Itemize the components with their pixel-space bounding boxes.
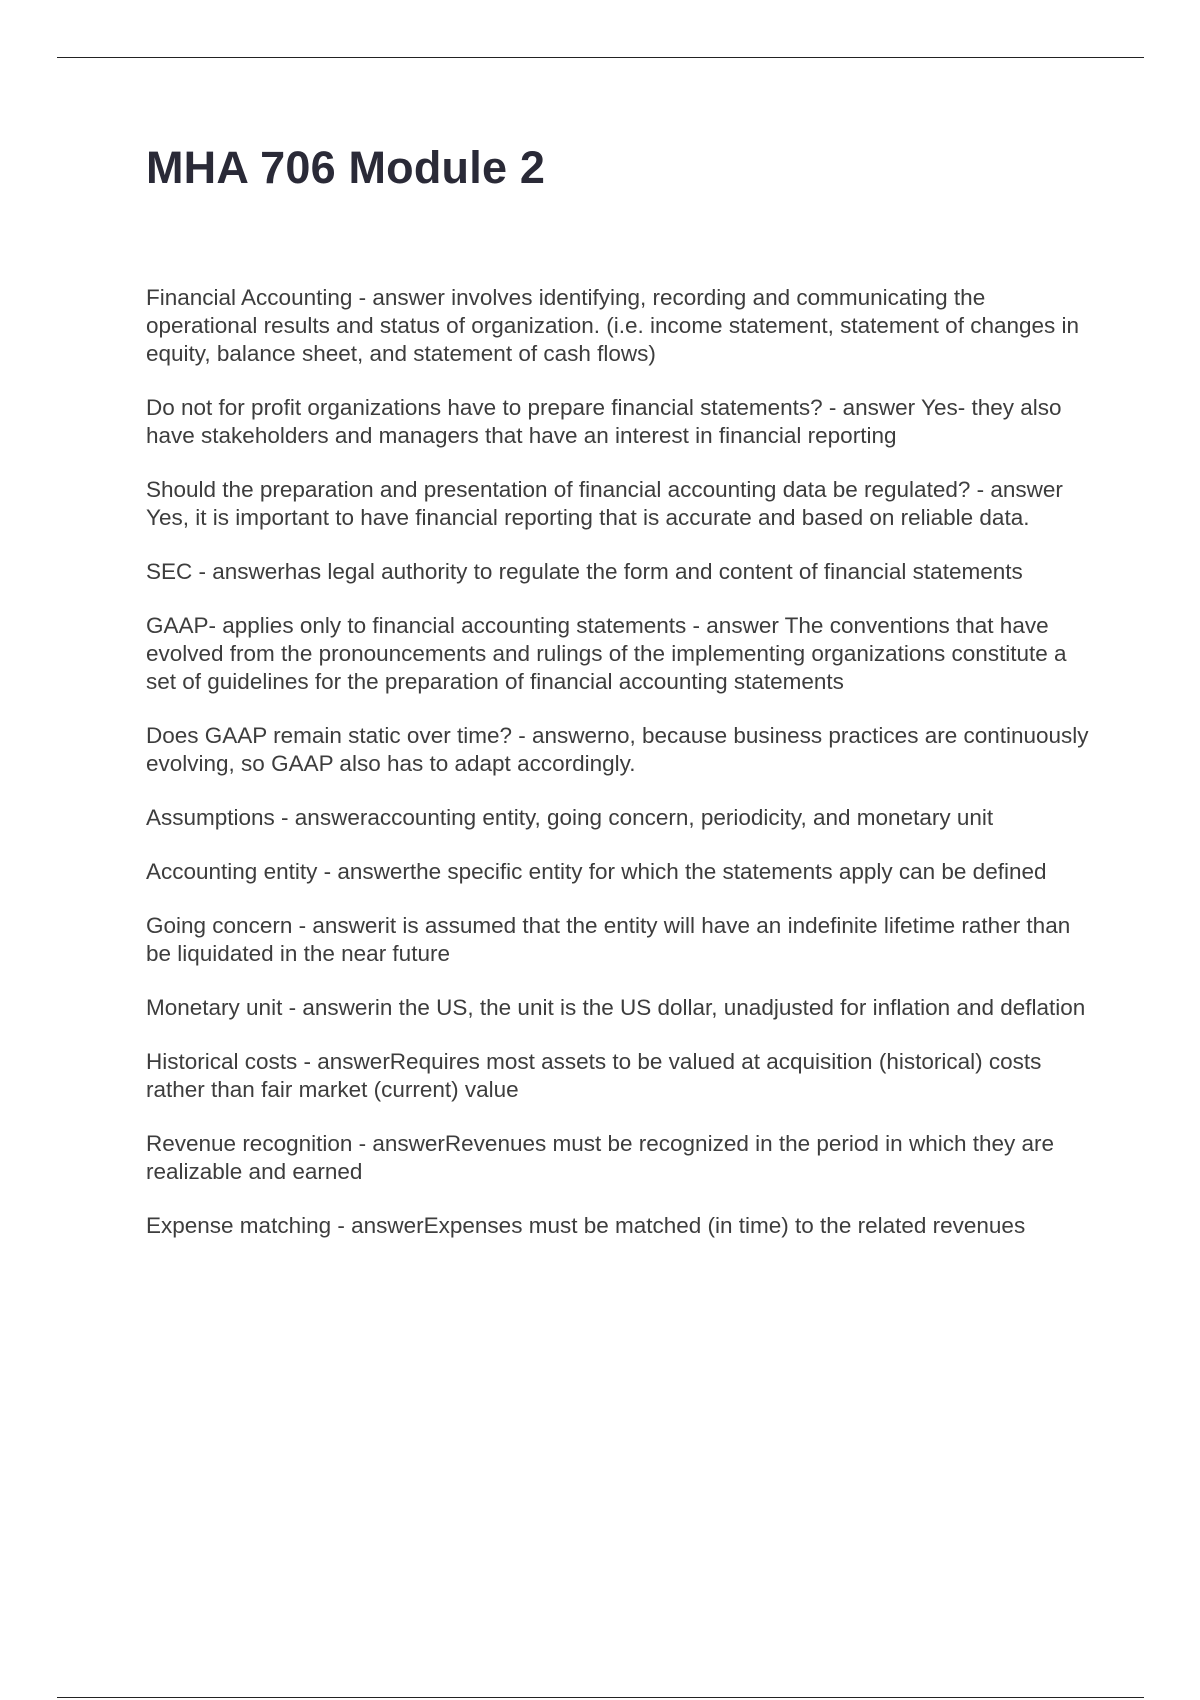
top-divider <box>57 57 1144 58</box>
qa-entry-revenue-recognition: Revenue recognition - answerRevenues must be recognized in the period in which they are realizable and earned <box>146 1131 1055 1184</box>
qa-entry-financial-accounting: Financial Accounting - answer involves identifying, recording and communicating the operational results and status of organization. (i.e. income statement, statement of changes in equity, balance sheet, and statement of cash flows) <box>146 285 1080 366</box>
bottom-divider <box>57 1697 1144 1698</box>
qa-entry-not-for-profit: Do not for profit organizations have to prepare financial statements? - answer Yes- they also have stakeholders and managers that have an interest in financial reporting <box>146 395 1062 448</box>
qa-entry-assumptions: Assumptions - answeraccounting entity, going concern, periodicity, and monetary unit <box>146 805 994 830</box>
qa-entry-historical-costs: Historical costs - answerRequires most assets to be valued at acquisition (historical) costs rather than fair market (current) value <box>146 1049 1042 1102</box>
qa-entry-sec: SEC - answerhas legal authority to regulate the form and content of financial statements <box>146 559 1023 584</box>
qa-entry-regulation: Should the preparation and presentation of financial accounting data be regulated? - answer Yes, it is important to have financial reporting that is accurate and based on reliable data. <box>146 477 1063 530</box>
qa-entry-accounting-entity: Accounting entity - answerthe specific entity for which the statements apply can be defined <box>146 859 1047 884</box>
qa-entry-going-concern: Going concern - answerit is assumed that the entity will have an indefinite lifetime rather than be liquidated in the near future <box>146 913 1071 966</box>
qa-entry-gaap-static: Does GAAP remain static over time? - answerno, because business practices are continuously evolving, so GAAP also has to adapt accordingly. <box>146 723 1089 776</box>
qa-list <box>146 284 1094 1266</box>
qa-entry-gaap: GAAP- applies only to financial accounting statements - answer The conventions that have evolved from the pronouncements and rulings of the implementing organizations constitute a set of guidelines for the preparation of financial accounting statements <box>146 613 1067 694</box>
qa-entry-monetary-unit: Monetary unit - answerin the US, the unit is the US dollar, unadjusted for inflation and deflation <box>146 995 1086 1020</box>
qa-entry-expense-matching: Expense matching - answerExpenses must be matched (in time) to the related revenues <box>146 1213 1026 1238</box>
page-title: MHA 706 Module 2 <box>146 142 546 193</box>
